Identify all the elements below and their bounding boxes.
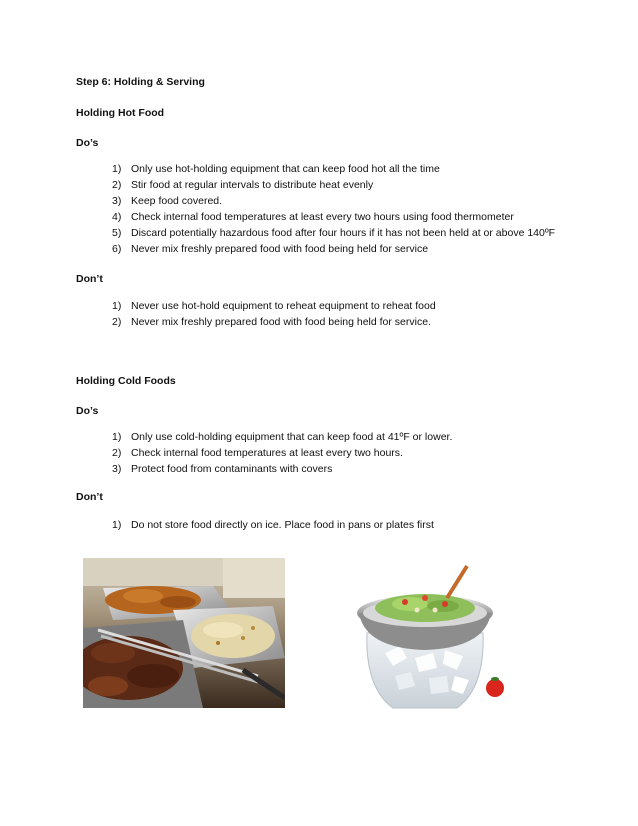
hot-dos-label: Do’s: [76, 137, 99, 149]
step-title: Step 6: Holding & Serving: [76, 76, 205, 88]
chilled-salad-bowl-photo: [345, 558, 505, 718]
cold-food-heading: Holding Cold Foods: [76, 375, 176, 387]
cold-donts-label: Don’t: [76, 491, 103, 503]
hot-food-heading: Holding Hot Food: [76, 107, 165, 119]
hot-donts-label: Don’t: [76, 273, 103, 285]
cold-dos-label: Do’s: [76, 405, 99, 417]
hot-buffet-photo: [83, 558, 285, 708]
document-page: Step 6: Holding & Serving Holding Hot Food Do’s 1) Only use hot-holding equipment that can keep food hot all the time 2) Stir food at regular intervals to distribute heat evenly 3) Keep food covered. 4) Check internal food temperatures at least every two hours using food thermometer 5) Discard potentially hazardous food after four hours if it has not been held at or above 140ºF 6) Never mix freshly prepared food with food being held for service Don’t 1) Never use hot-hold equipment to reheat equipment to reheat food 2) Never mix freshly prepared food with food being held for service. Holding Cold Foods Do’s 1) Only use cold-holding equipment that can keep food at 41ºF or lower. 2) Check internal food temperatures at least every two hours. 3) Protect food from contaminants with covers Don’t 1) Do not store food directly on ice. Place food in pans or plates first: [0, 0, 638, 826]
